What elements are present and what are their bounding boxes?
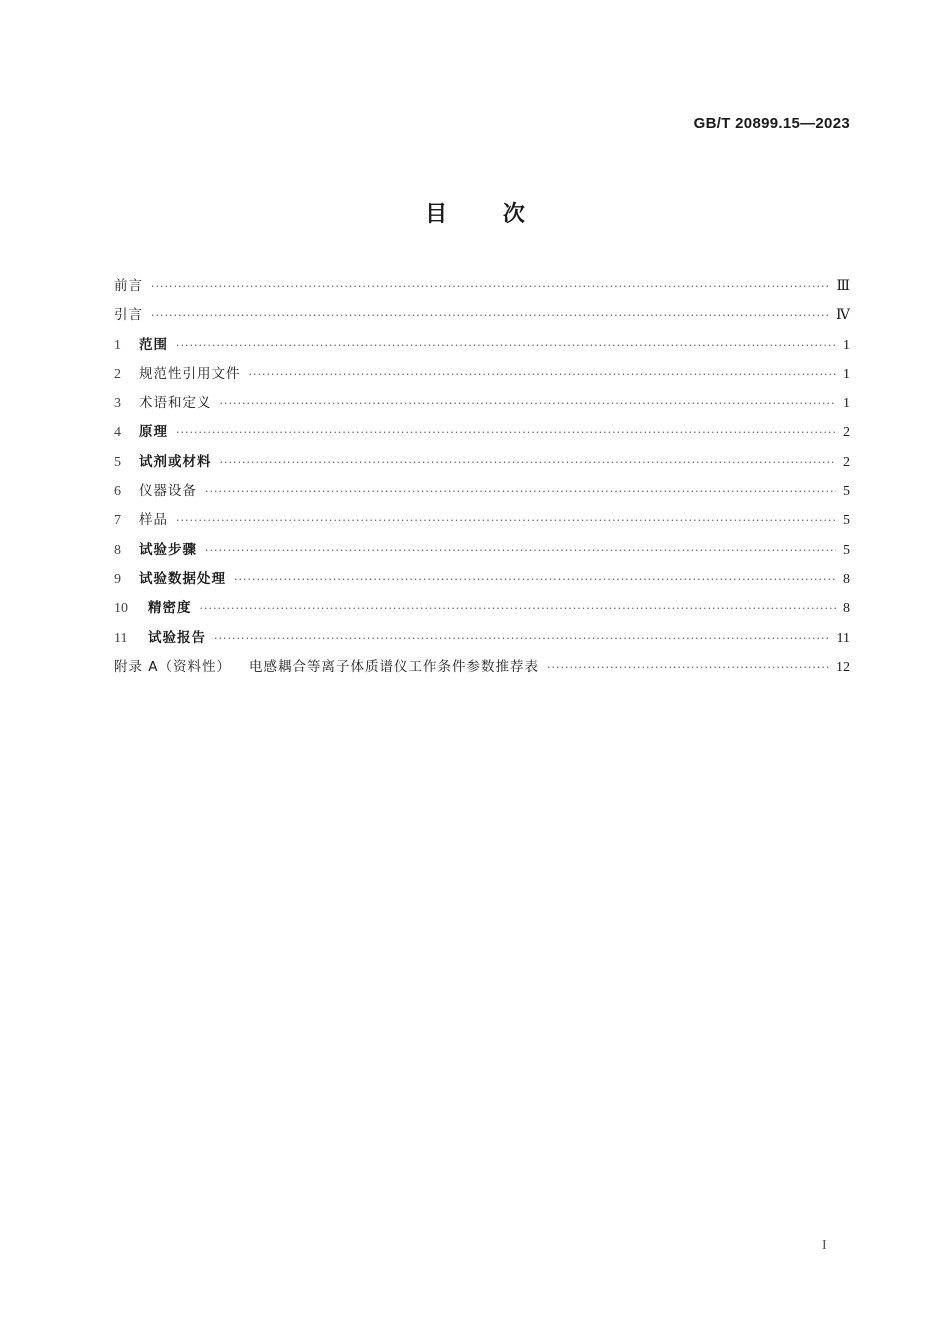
toc-entry-number: 10: [114, 601, 128, 617]
toc-entry-scope[interactable]: [114, 333, 850, 362]
toc-entry-label: 试剂或材料: [139, 453, 212, 470]
toc-annex-label: 附录 A（资料性）: [114, 658, 232, 675]
toc-entry-page: 5: [843, 484, 850, 500]
toc-entry-label: 原理: [139, 424, 168, 441]
toc-leader-dots: [151, 304, 830, 328]
page-title: 目 次: [425, 202, 525, 227]
toc-leader-dots: [205, 480, 836, 504]
toc-leader-dots: [220, 451, 837, 475]
toc-entry-page: 1: [843, 366, 850, 382]
toc-entry-label: 精密度: [148, 600, 192, 617]
toc-entry-page: 8: [843, 571, 850, 587]
toc-leader-dots: [547, 656, 830, 680]
toc-entry-number: 1: [114, 337, 121, 353]
toc-entry-data-processing[interactable]: [114, 567, 850, 596]
toc-entry-number: 7: [114, 513, 121, 529]
toc-entry-sample[interactable]: [114, 508, 850, 537]
toc-entry-apparatus[interactable]: [114, 479, 850, 508]
toc-entry-page: 5: [843, 542, 850, 558]
toc-leader-dots: [176, 509, 836, 533]
toc-leader-dots: [176, 334, 836, 358]
toc-entry-label: 范围: [139, 336, 168, 353]
toc-entry-number: 9: [114, 571, 121, 587]
toc-leader-dots: [205, 539, 836, 563]
toc-leader-dots: [234, 568, 836, 592]
toc-leader-dots: [249, 363, 837, 387]
toc-entry-number: 11: [114, 630, 128, 646]
toc-entry-page: 11: [836, 630, 850, 646]
toc-entry-label: 规范性引用文件: [139, 365, 241, 382]
toc-entry-page: Ⅳ: [836, 308, 850, 324]
toc-entry-label: 引言: [114, 307, 143, 324]
toc-entry-test-report[interactable]: [114, 626, 850, 655]
toc-entry-page: 2: [843, 454, 850, 470]
toc-entry-number: 4: [114, 425, 121, 441]
toc-entry-page: 1: [843, 337, 850, 353]
toc-entry-number: 8: [114, 542, 121, 558]
toc-leader-dots: [220, 392, 837, 416]
toc-leader-dots: [176, 421, 836, 445]
standard-code: GB/T 20899.15—2023: [693, 115, 850, 132]
toc-annex-title: 电感耦合等离子体质谱仪工作条件参数推荐表: [249, 658, 540, 675]
toc-entry-label: 前言: [114, 278, 143, 294]
toc-entry-procedure[interactable]: [114, 538, 850, 567]
toc-entry-number: 5: [114, 454, 121, 470]
toc-entry-introduction[interactable]: [114, 303, 850, 332]
toc-entry-label: 仪器设备: [139, 483, 197, 500]
toc-entry-page: 12: [836, 659, 850, 675]
toc-entry-page: 2: [843, 425, 850, 441]
toc-entry-annex-a[interactable]: [114, 655, 850, 684]
toc-entry-page: 1: [843, 396, 850, 412]
toc-entry-precision[interactable]: [114, 596, 850, 625]
toc-leader-dots: [214, 627, 831, 651]
toc-entry-page: 5: [843, 513, 850, 529]
toc-entry-number: 2: [114, 366, 121, 382]
toc-entry-label: 术语和定义: [139, 395, 212, 412]
toc-entry-terms-definitions[interactable]: [114, 391, 850, 420]
toc-entry-label: 试验数据处理: [139, 570, 226, 587]
toc-entry-page: Ⅲ: [836, 279, 850, 294]
table-of-contents: [114, 274, 850, 684]
toc-entry-number: 6: [114, 484, 121, 500]
toc-entry-number: 3: [114, 396, 121, 412]
toc-entry-preface[interactable]: [114, 274, 850, 303]
toc-leader-dots: [200, 597, 837, 621]
toc-entry-normative-references[interactable]: [114, 362, 850, 391]
toc-entry-principle[interactable]: [114, 420, 850, 449]
toc-entry-page: 8: [843, 601, 850, 617]
toc-entry-reagents[interactable]: [114, 450, 850, 479]
toc-entry-label: 试验步骤: [139, 541, 197, 558]
toc-entry-label: 试验报告: [148, 629, 206, 646]
page-number: I: [822, 1238, 827, 1253]
toc-leader-dots: [151, 275, 830, 299]
toc-entry-label: 样品: [139, 512, 168, 529]
